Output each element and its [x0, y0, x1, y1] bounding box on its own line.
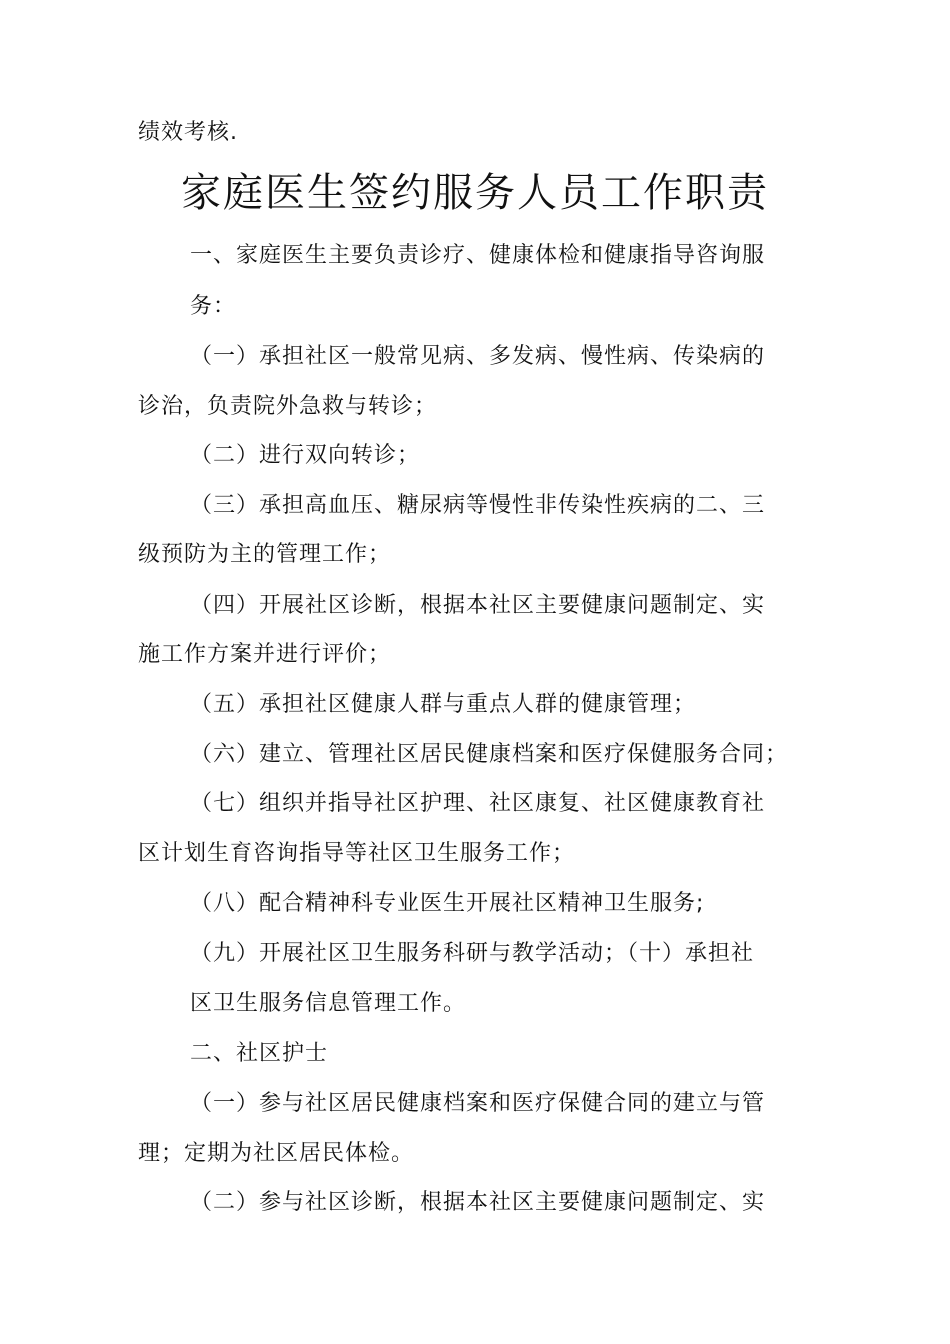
item-4-line-1: （四）开展社区诊断，根据本社区主要健康问题制定、实	[190, 593, 766, 618]
item-7-line-1: （七）组织并指导社区护理、社区康复、社区健康教育社	[190, 791, 766, 816]
nurse-item-1-line-2: 理；定期为社区居民体检。	[138, 1141, 415, 1166]
item-5-line-1: （五）承担社区健康人群与重点人群的健康管理；	[190, 692, 697, 717]
item-4-line-2: 施工作方案并进行评价；	[138, 642, 392, 667]
nurse-item-1-line-1: （一）参与社区居民健康档案和医疗保健合同的建立与管	[190, 1091, 766, 1116]
item-8-line-1: （八）配合精神科专业医生开展社区精神卫生服务;	[190, 891, 705, 916]
item-2-line-1: （二）进行双向转诊；	[190, 443, 421, 468]
nurse-item-2-line-1: （二）参与社区诊断，根据本社区主要健康问题制定、实	[190, 1190, 766, 1215]
item-7-line-2: 区计划生育咨询指导等社区卫生服务工作；	[138, 841, 576, 866]
item-9-line-1: （九）开展社区卫生服务科研与教学活动；（十）承担社	[190, 941, 755, 966]
item-9-line-2: 区卫生服务信息管理工作。	[190, 991, 467, 1016]
item-1-line-1: （一）承担社区一般常见病、多发病、慢性病、传染病的	[190, 344, 766, 369]
section-1-heading-line-1: 一、家庭医生主要负责诊疗、健康体检和健康指导咨询服	[190, 243, 766, 268]
intro-line: 绩效考核.	[138, 120, 238, 145]
section-2-heading: 二、社区护士	[190, 1041, 329, 1066]
item-6-line-1: （六）建立、管理社区居民健康档案和医疗保健服务合同；	[190, 742, 789, 767]
item-3-line-1: （三）承担高血压、糖尿病等慢性非传染性疾病的二、三	[190, 493, 766, 518]
item-3-line-2: 级预防为主的管理工作；	[138, 542, 392, 567]
item-1-line-2: 诊治，负责院外急救与转诊；	[138, 394, 438, 419]
section-1-heading-line-2: 务：	[190, 294, 237, 319]
document-title: 家庭医生签约服务人员工作职责	[181, 170, 769, 216]
